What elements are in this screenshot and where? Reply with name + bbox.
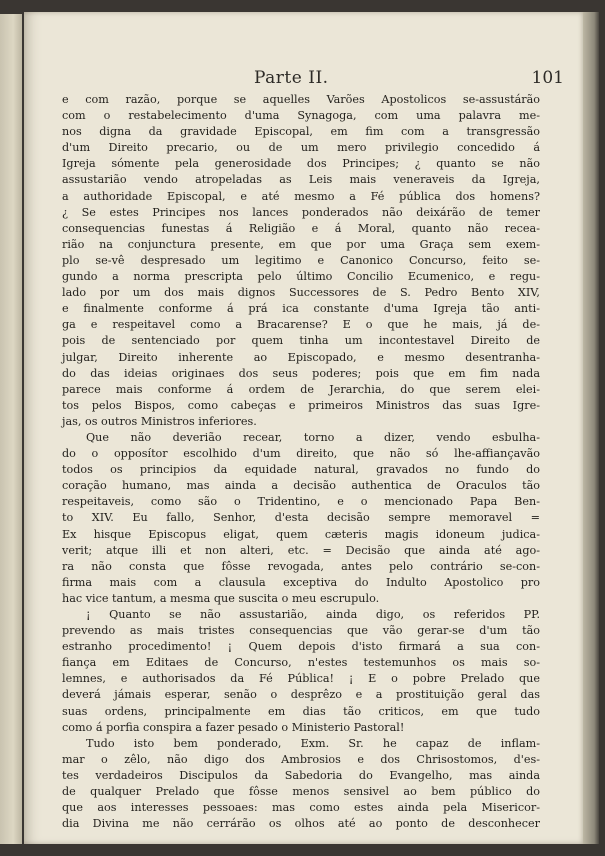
text-line: Igreja sómente pela generosidade dos Principes; ¿ quanto se não [62, 157, 540, 171]
text-line: ¿ Se estes Principes nos lances ponderados não deixárão de temer [62, 205, 540, 219]
running-title: Parte II. [254, 68, 329, 88]
text-line: Tudo isto bem ponderado, Exm. Sr. he capaz de inflam- [86, 736, 540, 750]
text-line: verit; atque illi et non alteri, etc. = Decisão que ainda até ago- [62, 543, 540, 557]
running-head [84, 64, 564, 94]
text-line: deverá jámais esperar, senão o desprêzo e a prostituição geral das [62, 688, 540, 702]
text-line: com o restabelecimento d'uma Synagoga, com uma palavra me- [62, 109, 540, 123]
text-line: suas ordens, principalmente em dias tão criticos, em que tudo [62, 704, 540, 718]
text-line: hac vice tantum, a mesma que suscita o meu escrupulo. [62, 591, 380, 605]
text-line: Ex hisque Episcopus eligat, quem cæteris magis idoneum judica- [62, 527, 540, 541]
paragraph-2 [62, 430, 540, 607]
text-line: de qualquer Prelado que fôsse menos sensivel ao bem público do [62, 785, 540, 799]
text-line: ra não consta que fôsse revogada, antes pelo contrário se-con- [62, 559, 540, 573]
text-line: coração humano, mas ainda a decisão authentica de Oraculos tão [62, 479, 540, 493]
text-line: lado por um dos mais dignos Successores de S. Pedro Bento XIV, [62, 286, 540, 300]
text-line: prevendo as mais tristes consequencias que vão gerar-se d'um tão [62, 624, 540, 638]
text-line: gundo a norma prescripta pelo último Concilio Ecumenico, e regu- [62, 270, 540, 284]
text-line: Que não deverião recear, torno a dizer, vendo esbulha- [86, 430, 540, 444]
text-line: do o opposítor escolhido d'um direito, que não só lhe-affiançavão [62, 447, 540, 461]
facing-page-edge [0, 14, 22, 844]
text-line: a authoridade Episcopal, e até mesmo a Fé pública dos homens? [62, 189, 540, 203]
text-line: d'um Direito precario, ou de um mero privilegio concedido á [62, 141, 540, 155]
text-line: pois de sentenciado por quem tinha um incontestavel Direito de [62, 334, 540, 348]
text-line: consequencias funestas á Religião e á Moral, quanto não receа- [62, 221, 540, 235]
text-line: jas, os outros Ministros inferiores. [62, 414, 257, 428]
text-line: respeitaveis, como são o Tridentino, e o mencionado Papa Ben- [62, 495, 540, 509]
text-line: que aos interesses pessoaes: mas como estes ainda pela Misericor- [62, 801, 540, 815]
text-line: plo se-vê despresado um legitimo e Canonico Concurso, feito se- [62, 253, 540, 267]
text-line: assustarião vendo atropeladas as Leis mais veneraveis da Igreja, [62, 173, 540, 187]
text-line: mar o zêlo, não digo dos Ambrosios e dos Chrisostomos, d'es- [62, 752, 540, 766]
text-line: nos digna da gravidade Episcopal, em fim com a transgressão [62, 125, 540, 139]
page-fore-edge [583, 12, 599, 844]
text-line: estranho procedimento! ¡ Quem depois d'isto firmará a sua con- [62, 640, 540, 654]
text-line: do das ideias originaes dos seus poderes; pois que em fim nada [62, 366, 540, 380]
paragraph-1 [62, 92, 540, 430]
text-line: tes verdadeiros Discipulos da Sabedoria do Evangelho, mas ainda [62, 768, 540, 782]
page-number: 101 [531, 68, 564, 88]
text-line: rião na conjunctura presente, em que por uma Graça sem exem- [62, 237, 540, 251]
text-line: e com razão, porque se aquelles Varões Apostolicos se-assustárão [62, 93, 540, 106]
text-line: ga e respeitavel como a Bracarense? E o que he mais, já de- [62, 318, 540, 332]
text-line: tos pelos Bispos, como cabeças e primeiros Ministros das suas Igre- [62, 398, 540, 412]
text-line: fiança em Editaes de Concurso, n'estes testemunhos os mais so- [62, 656, 540, 670]
paragraph-4 [62, 736, 540, 833]
text-line: julgar, Direito inherente ao Episcopado, e mesmo desentranha- [62, 350, 540, 364]
paragraph-3 [62, 607, 540, 736]
text-line: ¡ Quanto se não assustarião, ainda digo, os referidos PP. [86, 608, 540, 621]
text-line: lemnes, e authorisados da Fé Pública! ¡ E o pobre Prelado que [62, 672, 540, 686]
text-line: todos os principios da equidade natural, gravados no fundo do [62, 463, 540, 477]
text-line: parece mais conforme á ordem de Jerarchia, do que serem elei- [62, 382, 540, 396]
text-line: e finalmente conforme á prá ica constante d'uma Igreja tão anti- [62, 302, 540, 316]
text-line: firma mais com a clausula exceptiva do Indulto Apostolico pro [62, 575, 540, 589]
text-line: to XIV. Eu fallo, Senhor, d'esta decisão sempre memoravel = [62, 511, 540, 525]
body-text [62, 92, 540, 832]
text-line: dia Divina me não cerrárão os olhos até ao ponto de desconhecer [62, 817, 540, 831]
text-line: como á porfia conspira a fazer pesado o Ministerio Pastoral! [62, 720, 405, 734]
